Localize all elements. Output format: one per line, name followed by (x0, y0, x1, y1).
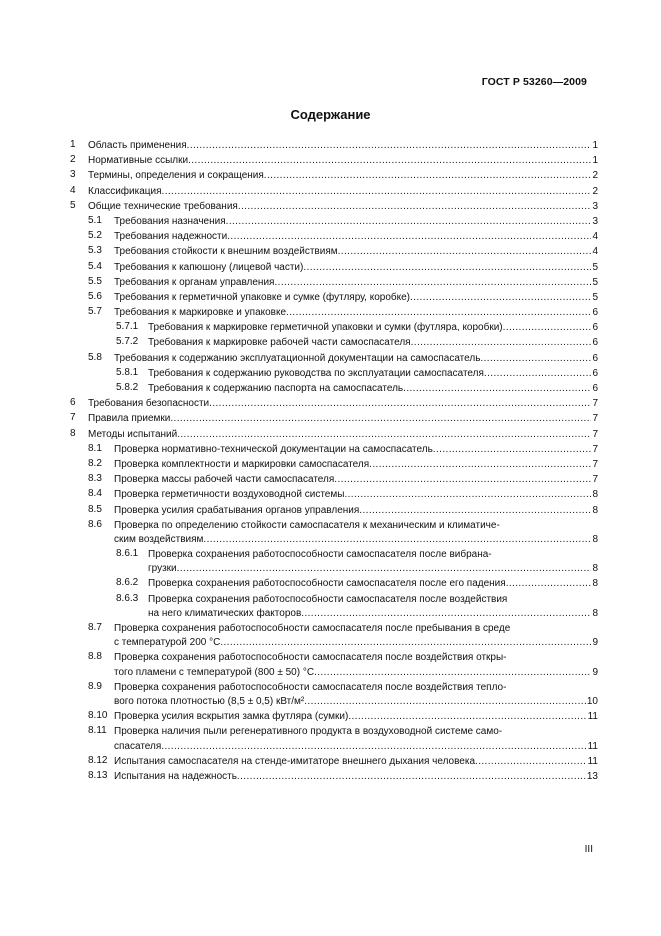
toc-entry-number: 8.10 (88, 710, 108, 722)
toc-entry-title: Проверка комплектности и маркировки самоспасателя (114, 458, 370, 470)
dot-leader (209, 397, 591, 411)
toc-entry-page: 2 (592, 185, 598, 197)
toc-entry-number: 8.8 (88, 651, 102, 663)
toc-entry-number: 5.8 (88, 351, 102, 363)
toc-entry-number: 8.1 (88, 442, 102, 454)
toc-entry-number: 8.9 (88, 680, 102, 692)
toc-entry-title: Проверка наличия пыли регенеративного продукта в воздуховодной системе само- (114, 726, 503, 738)
toc-entry-title: Требования к органам управления (114, 276, 275, 288)
toc-entry-title: Требования надежности (114, 231, 228, 243)
toc-entry[interactable] (70, 276, 598, 290)
toc-entry-title: Проверка сохранения работоспособности самоспасателя после воздействия откры- (114, 652, 507, 664)
toc-entry-number: 8.12 (88, 754, 108, 766)
toc-entry-page: 6 (592, 322, 598, 334)
toc-entry-page: 7 (592, 398, 598, 410)
toc-entry-title: Требования к содержанию эксплуатационной документации на самоспасатель (114, 352, 481, 364)
dot-leader (286, 306, 591, 320)
toc-entry-title: с температурой 200 °С (114, 637, 221, 649)
toc-entry-number: 5.7.2 (116, 336, 139, 348)
toc-entry-title: Требования к содержанию паспорта на самоспасатель (148, 383, 404, 394)
toc-entry-number: 5.5 (88, 275, 102, 287)
toc-entry[interactable] (70, 200, 598, 214)
toc-entry-page: 7 (592, 428, 598, 440)
page-title: Содержание (290, 107, 371, 122)
dot-leader (264, 169, 592, 183)
toc-entry-page: 6 (592, 383, 598, 394)
toc-entry-title: Проверка по определению стойкости самоспасателя к механическим и климатиче- (114, 519, 500, 531)
toc-entry[interactable] (70, 291, 598, 305)
toc-entry-page: 6 (592, 307, 598, 319)
toc-entry-title: Проверка сохранения работоспособности самоспасателя после его падения (148, 578, 506, 590)
document-code: ГОСТ Р 53260—2009 (481, 76, 587, 88)
toc-entry-title: Требования к маркировке и упаковке (114, 307, 287, 319)
toc-entry-page: 8 (592, 533, 598, 545)
dot-leader (227, 230, 591, 244)
toc-entry[interactable] (70, 651, 598, 679)
toc-entry-page: 6 (592, 367, 598, 379)
toc-entry-page: 4 (592, 246, 598, 258)
toc-entry-number: 8.6.3 (116, 592, 139, 604)
toc-entry[interactable] (70, 488, 598, 502)
toc-entry-page: 3 (592, 200, 598, 212)
toc-entry-number: 8.6.2 (116, 577, 139, 589)
toc-entry-page: 11 (587, 711, 598, 723)
toc-entry[interactable] (70, 367, 598, 381)
toc-entry[interactable] (70, 710, 598, 724)
toc-entry-title: Правила приемки (88, 413, 171, 425)
toc-entry-title: Общие технические требования (88, 200, 238, 212)
toc-entry[interactable] (70, 397, 598, 411)
toc-entry-title: ским воздействиям (114, 533, 204, 545)
toc-entry-number: 8.7 (88, 622, 102, 633)
toc-entry[interactable] (70, 593, 598, 621)
toc-entry[interactable] (70, 230, 598, 244)
toc-entry-page: 11 (587, 740, 598, 752)
toc-entry-title: Проверка нормативно-технической документации на самоспасатель (114, 443, 433, 455)
toc-entry-number: 8.11 (88, 725, 107, 737)
dot-leader (369, 458, 591, 472)
dot-leader (403, 382, 591, 396)
toc-entry-page: 8 (592, 563, 598, 575)
dot-leader (203, 533, 591, 547)
toc-entry-title: Термины, определения и сокращения (88, 170, 264, 182)
toc-entry[interactable] (70, 139, 598, 153)
toc-entry-number: 8.3 (88, 473, 102, 485)
toc-entry-page: 8 (592, 578, 598, 590)
toc-entry[interactable] (70, 577, 598, 591)
toc-entry[interactable] (70, 412, 598, 426)
toc-entry-number: 1 (70, 139, 76, 150)
toc-entry-title: Нормативные ссылки (88, 155, 189, 167)
toc-entry-page: 9 (592, 666, 598, 678)
toc-entry[interactable] (70, 154, 598, 168)
toc-entry-title: Проверка герметичности воздуховодной системы (114, 489, 345, 501)
toc-entry-number: 5.7 (88, 306, 102, 318)
dot-leader (334, 473, 591, 487)
dot-leader (301, 607, 591, 621)
toc-entry-page: 11 (587, 755, 598, 767)
toc-entry-number: 7 (70, 412, 76, 424)
toc-entry[interactable] (70, 306, 598, 320)
dot-leader (303, 261, 591, 275)
toc-entry-number: 8.6.1 (116, 548, 139, 560)
toc-entry-title: Проверка сохранения работоспособности самоспасателя после вибрана- (148, 549, 492, 561)
toc-entry[interactable] (70, 443, 598, 457)
toc-entry-number: 8.2 (88, 457, 102, 469)
toc-entry-title: Проверка сохранения работоспособности самоспасателя после воздействия (148, 593, 508, 605)
dot-leader (304, 695, 586, 709)
dot-leader (506, 577, 592, 591)
toc-entry-title: Требования стойкости к внешним воздействиям (114, 246, 338, 258)
toc-entry-title: Классификация (88, 185, 162, 197)
toc-entry-page: 6 (592, 337, 598, 349)
dot-leader (220, 636, 591, 650)
dot-leader (170, 412, 591, 426)
toc-entry-page: 4 (592, 231, 598, 243)
toc-entry-page: 13 (586, 770, 598, 782)
dot-leader (480, 352, 591, 366)
toc-entry-title: того пламени с температурой (800 ± 50) °С (114, 666, 315, 678)
toc-entry[interactable] (70, 352, 598, 366)
toc-entry-page: 1 (592, 155, 598, 167)
toc-entry-page: 7 (592, 443, 598, 455)
toc-entry-number: 8 (70, 427, 76, 439)
toc-entry-title: Проверка сохранения работоспособности самоспасателя после воздействия тепло- (114, 681, 507, 693)
dot-leader (314, 666, 591, 680)
toc-entry[interactable] (70, 548, 598, 576)
dot-leader (503, 321, 592, 335)
toc-entry-number: 8.5 (88, 503, 102, 515)
page-number: III (584, 844, 593, 855)
toc-entry[interactable] (70, 725, 598, 753)
toc-entry[interactable] (70, 382, 598, 396)
toc-entry[interactable] (70, 215, 598, 229)
toc-entry-page: 1 (592, 140, 598, 151)
toc-entry-number: 4 (70, 184, 76, 196)
toc-entry-title: Проверка массы рабочей части самоспасателя (114, 474, 335, 486)
toc-entry[interactable] (70, 504, 598, 518)
toc-entry-number: 5.1 (88, 214, 102, 226)
toc-entry-page: 6 (592, 352, 598, 364)
toc-entry-number: 5.4 (88, 260, 102, 272)
toc-entry-title: Требования к маркировке герметичной упаковки и сумки (футляра, коробки) (148, 322, 503, 334)
toc-entry-page: 8 (592, 489, 598, 501)
toc-entry[interactable] (70, 185, 598, 199)
dot-leader (187, 139, 592, 153)
toc-entry-number: 5.8.2 (116, 382, 139, 393)
toc-entry[interactable] (70, 473, 598, 487)
dot-leader (274, 276, 591, 290)
toc-entry-title: вого потока плотностью (8,5 ± 0,5) кВт/м² (114, 695, 305, 707)
toc-entry-title: Проверка усилия вскрытия замка футляра (сумки) (114, 711, 349, 723)
toc-entry-title: Проверка сохранения работоспособности самоспасателя после пребывания в среде (114, 623, 511, 634)
dot-leader (411, 336, 592, 350)
toc-entry-page: 10 (586, 695, 598, 707)
toc-entry-number: 8.6 (88, 518, 102, 530)
dot-leader (188, 154, 591, 168)
toc-entry-page: 7 (592, 413, 598, 425)
toc-entry[interactable] (70, 755, 598, 769)
toc-entry-page: 9 (592, 637, 598, 649)
toc-entry-title: Требования к герметичной упаковке и сумке (футляру, коробке) (114, 291, 411, 303)
dot-leader (161, 740, 586, 754)
toc-entry[interactable] (70, 428, 598, 442)
dot-leader (410, 291, 591, 305)
toc-entry-page: 5 (592, 276, 598, 288)
toc-entry-number: 5 (70, 199, 76, 211)
toc-entry-title: Методы испытаний (88, 428, 178, 440)
dot-leader (348, 710, 586, 724)
toc-entry-title: Требования к маркировке рабочей части самоспасателя (148, 337, 411, 349)
toc-entry-number: 5.8.1 (116, 366, 139, 378)
dot-leader (344, 488, 591, 502)
toc-entry[interactable] (70, 681, 598, 709)
toc-entry[interactable] (70, 770, 598, 784)
toc-entry-page: 7 (592, 458, 598, 470)
table-of-contents (70, 138, 598, 784)
toc-entry-page: 5 (592, 261, 598, 273)
toc-entry[interactable] (70, 458, 598, 472)
toc-entry[interactable] (70, 245, 598, 259)
toc-entry-page: 8 (592, 504, 598, 516)
toc-entry-title: Требования к содержанию руководства по эксплуатации самоспасателя (148, 367, 484, 379)
toc-entry-title: Испытания самоспасателя на стенде-имитаторе внешнего дыхания человека (114, 755, 476, 767)
toc-entry-page: 5 (592, 291, 598, 303)
toc-entry-page: 7 (592, 474, 598, 486)
toc-entry[interactable] (70, 519, 598, 547)
dot-leader (237, 770, 586, 784)
toc-entry-title: грузки (148, 563, 177, 575)
toc-entry-number: 5.7.1 (116, 321, 139, 333)
dot-leader (433, 443, 592, 457)
toc-entry-page: 2 (592, 170, 598, 182)
toc-entry-title: Требования безопасности (88, 398, 210, 410)
toc-entry[interactable] (70, 321, 598, 335)
toc-entry-title: Проверка усилия срабатывания органов управления (114, 504, 360, 516)
dot-leader (484, 367, 592, 381)
toc-entry[interactable] (70, 169, 598, 183)
toc-entry-number: 3 (70, 169, 76, 181)
toc-entry-title: Область применения (88, 140, 187, 151)
dot-leader (338, 245, 592, 259)
toc-entry-page: 8 (592, 607, 598, 619)
toc-entry-title: на него климатических факторов (148, 607, 302, 619)
dot-leader (359, 504, 591, 518)
toc-entry-title: Требования назначения (114, 215, 226, 227)
dot-leader (162, 185, 592, 199)
dot-leader (238, 200, 592, 214)
toc-entry[interactable] (70, 261, 598, 275)
toc-entry-number: 5.6 (88, 290, 102, 302)
toc-entry[interactable] (70, 622, 598, 650)
toc-entry-title: Испытания на надежность (114, 770, 237, 782)
dot-leader (475, 755, 587, 769)
toc-entry-number: 8.4 (88, 488, 102, 500)
toc-entry-title: спасателя (114, 740, 162, 752)
toc-entry-number: 6 (70, 397, 76, 409)
toc-entry-number: 8.13 (88, 769, 108, 781)
toc-entry-title: Требования к капюшону (лицевой части) (114, 261, 304, 273)
dot-leader (226, 215, 592, 229)
toc-entry-number: 5.2 (88, 230, 102, 242)
dot-leader (177, 428, 591, 442)
toc-entry[interactable] (70, 336, 598, 350)
toc-entry-page: 3 (592, 215, 598, 227)
toc-entry-number: 5.3 (88, 245, 102, 257)
dot-leader (177, 562, 592, 576)
toc-entry-number: 2 (70, 154, 76, 166)
